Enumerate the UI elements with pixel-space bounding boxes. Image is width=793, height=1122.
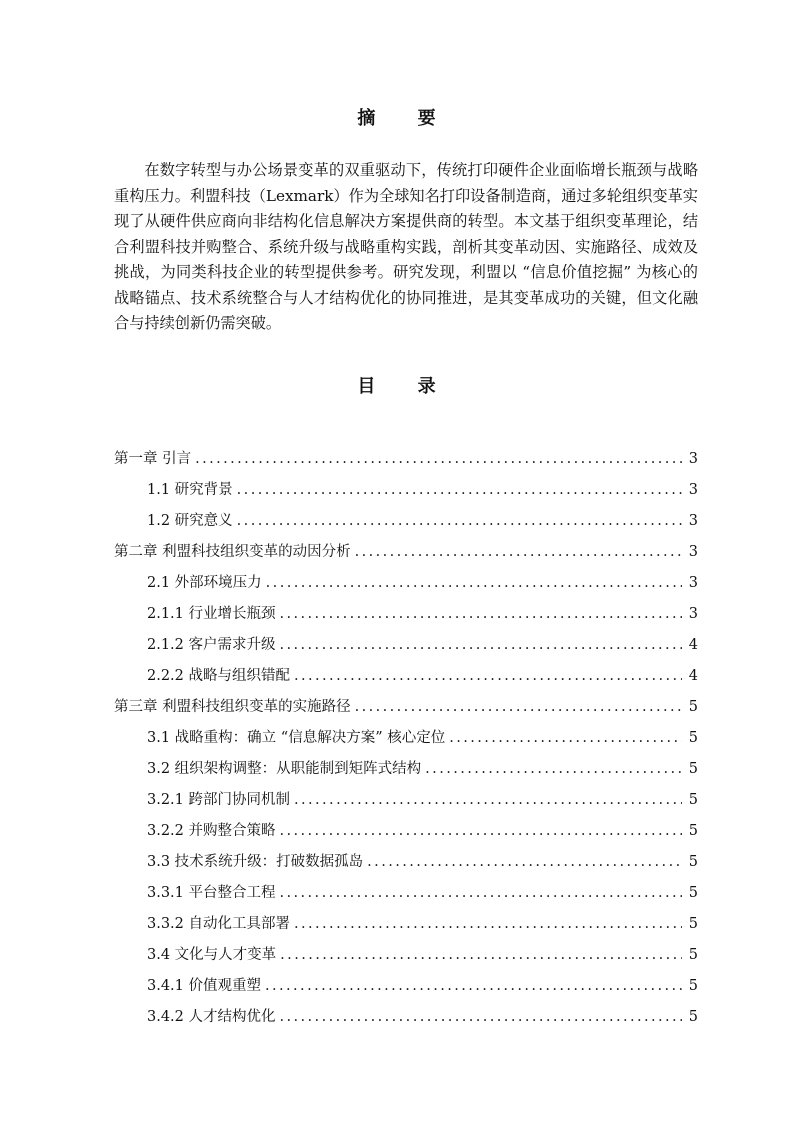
toc-title: 目 录 [357, 376, 454, 397]
toc-entry-page: 4 [688, 668, 698, 684]
toc-entry[interactable] [114, 633, 698, 664]
toc-entry-page: 5 [688, 978, 698, 994]
toc-entry[interactable] [114, 788, 698, 819]
toc-leader-dots [265, 978, 682, 994]
toc-entry-label: 1.2 研究意义 [147, 513, 233, 529]
toc-entry-page: 3 [688, 606, 698, 622]
abstract-body: 在数字转型与办公场景变革的双重驱动下，传统打印硬件企业面临增长瓶颈与战略重构压力。利盟科技（Lexmark）作为全球知名打印设备制造商，通过多轮组织变革实现了从硬件供应商向非结构化信息解决方案提供商的转型。本文基于组织变革理论，结合利盟科技并购整合、系统升级与战略重构实践，剖析其变革动因、实施路径、成效及挑战，为同类科技企业的转型提供参考。研究发现，利盟以 “信息价值挖掘” 为核心的战略锚点、技术系统整合与人才结构优化的协同推进，是其变革成功的关键，但文化融合与持续创新仍需突破。 [114, 161, 698, 332]
toc-leader-dots [367, 854, 682, 870]
toc-entry-page: 5 [688, 885, 698, 901]
toc-entry-label: 3.4.1 价值观重塑 [147, 978, 262, 994]
toc-entry-page: 3 [688, 575, 698, 591]
toc-entry-label: 2.1.1 行业增长瓶颈 [147, 606, 276, 622]
toc-leader-dots [355, 699, 682, 715]
toc-entry-page: 5 [688, 1009, 698, 1025]
toc-entry[interactable] [114, 447, 698, 478]
toc-entry-page: 5 [688, 761, 698, 777]
toc-entry-label: 2.1 外部环境压力 [147, 575, 262, 591]
toc-entry[interactable] [114, 695, 698, 726]
toc-leader-dots [280, 947, 682, 963]
toc-leader-dots [280, 885, 682, 901]
toc-entry[interactable] [114, 664, 698, 695]
toc-entry-label: 3.4.2 人才结构优化 [147, 1009, 276, 1025]
toc-entry-page: 5 [688, 854, 698, 870]
toc-entry-label: 3.3.2 自动化工具部署 [147, 916, 291, 932]
toc-entry[interactable] [114, 850, 698, 881]
toc-entry-page: 3 [688, 482, 698, 498]
toc-entry[interactable] [114, 602, 698, 633]
toc-entry-label: 3.4 文化与人才变革 [147, 947, 277, 963]
toc-leader-dots [280, 1009, 682, 1025]
toc-entry-label: 2.2.2 战略与组织错配 [147, 668, 291, 684]
toc-entry-label: 3.2.2 并购整合策略 [147, 823, 276, 839]
toc-entry-label: 第三章 利盟科技组织变革的实施路径 [114, 699, 351, 715]
toc-entry-page: 3 [688, 513, 698, 529]
toc-leader-dots [237, 513, 682, 529]
toc-entry-page: 5 [688, 823, 698, 839]
toc-entry[interactable] [114, 540, 698, 571]
toc-entry[interactable] [114, 943, 698, 974]
toc-entry-page: 5 [688, 947, 698, 963]
toc-entry-label: 3.3 技术系统升级：打破数据孤岛 [147, 854, 364, 870]
toc-leader-dots [449, 730, 682, 746]
toc-entry[interactable] [114, 509, 698, 540]
table-of-contents [114, 447, 698, 1036]
toc-leader-dots [294, 916, 682, 932]
abstract-title: 摘 要 [357, 108, 454, 129]
toc-entry[interactable] [114, 478, 698, 509]
toc-entry-page: 5 [688, 699, 698, 715]
toc-leader-dots [195, 451, 682, 467]
toc-leader-dots [280, 823, 682, 839]
toc-leader-dots [280, 637, 682, 653]
toc-entry-page: 3 [688, 451, 698, 467]
toc-entry-label: 第一章 引言 [114, 451, 192, 467]
toc-entry-page: 4 [688, 637, 698, 653]
toc-entry-page: 5 [688, 916, 698, 932]
toc-entry-label: 3.1 战略重构：确立 “信息解决方案” 核心定位 [147, 730, 446, 746]
toc-entry[interactable] [114, 881, 698, 912]
toc-leader-dots [355, 544, 682, 560]
toc-entry-label: 3.2.1 跨部门协同机制 [147, 792, 291, 808]
toc-entry-label: 2.1.2 客户需求升级 [147, 637, 276, 653]
toc-leader-dots [294, 668, 682, 684]
toc-entry-page: 5 [688, 730, 698, 746]
toc-entry-label: 1.1 研究背景 [147, 482, 233, 498]
toc-entry-page: 3 [688, 544, 698, 560]
toc-entry[interactable] [114, 1005, 698, 1036]
toc-entry-label: 3.3.1 平台整合工程 [147, 885, 276, 901]
toc-entry[interactable] [114, 726, 698, 757]
toc-entry-label: 3.2 组织架构调整：从职能制到矩阵式结构 [147, 761, 422, 777]
toc-leader-dots [237, 482, 682, 498]
toc-leader-dots [294, 792, 682, 808]
toc-entry-label: 第二章 利盟科技组织变革的动因分析 [114, 544, 351, 560]
toc-leader-dots [266, 575, 682, 591]
toc-entry[interactable] [114, 912, 698, 943]
toc-entry[interactable] [114, 757, 698, 788]
toc-entry[interactable] [114, 819, 698, 850]
toc-leader-dots [425, 761, 682, 777]
toc-leader-dots [280, 606, 682, 622]
toc-entry[interactable] [114, 974, 698, 1005]
toc-entry[interactable] [114, 571, 698, 602]
toc-entry-page: 5 [688, 792, 698, 808]
